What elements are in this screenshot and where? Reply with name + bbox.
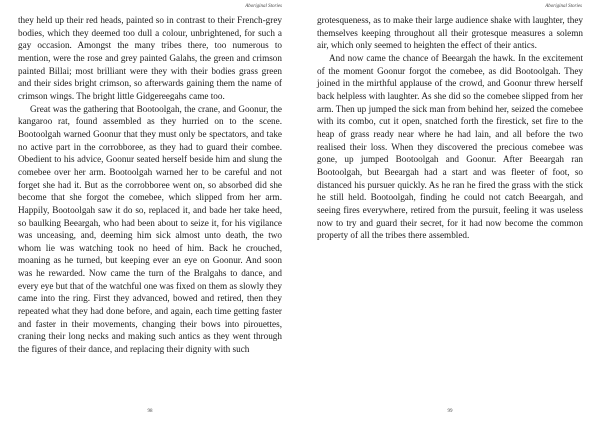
page-number: 99 xyxy=(447,409,453,414)
right-page xyxy=(300,0,600,424)
paragraph: they held up their red heads, painted so in contrast to their French-grey bodies, which they deemed too dull a colour, unbrightened, for such a gay occasion. Amongst the many tribes there, too numerous to mention, were the rose and grey painted Galahs, the green and crimson painted Billai; most brilliant were they with their bodies grass green and their sides bright crimson, so afterwards gaining them the name of crimson wings. The bright little Gidgereegahs came too. xyxy=(18,15,282,101)
paragraph: grotesqueness, as to make their large audience shake with laughter, they themselves keeping throughout all their grotesque measures a solemn air, which only seemed to heighten the effect of their antics. xyxy=(317,15,583,51)
running-head: Aboriginal Stories xyxy=(245,4,282,9)
running-head: Aboriginal Stories xyxy=(545,4,582,9)
page-number: 98 xyxy=(147,409,153,414)
paragraph: Great was the gathering that Bootoolgah, the crane, and Goonur, the kangaroo rat, found assembled as they hurried on to the scene. Bootoolgah warned Goonur that they must only be spectators, and take no active part in the corrobboree, as they had to guard their combee. Obedient to his advice, Goonur seated herself beside him and slung the comebee over her arm. Bootoolgah warned her to be careful and not forget she had it. But as the corrobboree went on, so absorbed did she become that she forgot the comebee, which slipped from her arm. Happily, Bootoolgah saw it do so, replaced it, and bade her take heed, so baulking Beeargah, who had been about to seize it, for his vigilance was unceasing, and, deeming him sick almost unto death, the two whom lie was watching took no heed of him. Back he crouched, moaning as he turned, but keeping ever an eye on Goonur. And soon was he rewarded. Now came the turn of the Bralgahs to dance, and every eye but that of the watchful one was fixed on them as slowly they came into the ring. First they advanced, bowed and retired, then they repeated what they had done before, and again, each time getting faster and faster in their movements, changing their bows into pirouettes, craning their long necks and making such antics as they went through the figures of their dance, and replacing their dignity with such xyxy=(18,103,282,355)
body-text xyxy=(317,14,583,242)
body-text xyxy=(18,14,282,356)
paragraph: And now came the chance of Beeargah the hawk. In the excitement of the moment Goonur forgot the comebee, as did Bootoolgah. They joined in the mirthful applause of the crowd, and Goonur threw herself back helpless with laughter. As she did so the comebee slipped from her arm. Then up jumped the sick man from behind her, seized the comebee with its combo, cut it open, snatched forth the firestick, set fire to the heap of grass ready near where he had lain, and all before the two realised their loss. When they discovered the precious comebee was gone, up jumped Bootoolgah and Goonur. After Beeargah ran Bootoolgah, but Beeargah had a start and was fleeter of foot, so distanced his pursuer quickly. As he ran he fired the grass with the stick he still held. Bootoolgah, finding he could not catch Beeargah, and seeing fires everywhere, retired from the pursuit, feeling it was useless now to try and guard their secret, for it had now become the common property of all the tribes there assembled. xyxy=(317,52,583,241)
